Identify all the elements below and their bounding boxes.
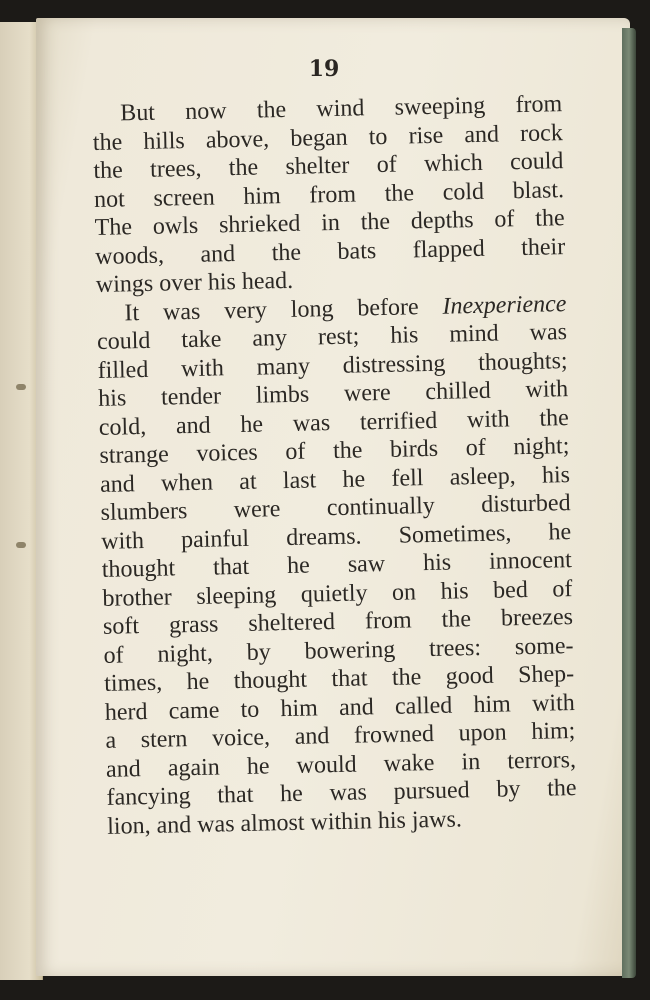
text-line: slumbers were continually disturbed <box>100 490 571 526</box>
text-line: his tender limbs were chilled with <box>97 376 569 412</box>
text-line: the hills above, began to rise and rock <box>92 119 564 156</box>
text-line: herd came to him and called him with <box>104 689 575 726</box>
text-line: thought that he saw his innocent <box>101 547 573 583</box>
text-line: cold, and he was terrified with the <box>98 404 570 441</box>
text-line: soft grass sheltered from the breezes <box>102 604 574 640</box>
text-line: of night, by bowering trees: some- <box>103 632 574 669</box>
text-line: the trees, the shelter of which could <box>93 148 564 184</box>
binding-stitch <box>16 542 26 548</box>
text-line: strange voices of the birds of night; <box>99 433 570 469</box>
text-line: wings over his head. <box>95 267 294 298</box>
text-line: times, he thought that the good Shep- <box>103 661 575 697</box>
text-line: The owls shrieked in the depths of the <box>94 205 565 241</box>
page-number: 19 <box>308 56 340 82</box>
cover-edge <box>622 28 636 978</box>
text-line: and when at last he fell asleep, his <box>99 461 571 498</box>
text-line: filled with many distressing thoughts; <box>97 347 568 384</box>
text-line: with painful dreams. Sometimes, he <box>100 518 572 555</box>
text-line: lion, and was almost within his jaws. <box>106 805 463 840</box>
text-line: could take any rest; his mind was <box>96 319 568 355</box>
binding-stitch <box>16 384 26 390</box>
text-line: fancying that he was pursued by the <box>106 775 577 811</box>
text-line: and again he would wake in terrors, <box>105 746 577 783</box>
text-line: But now the wind sweeping from <box>120 91 563 127</box>
italic-word: Inexperience <box>442 290 567 320</box>
text-fragment: It was very long before <box>124 293 443 326</box>
text-line: not screen him from the cold blast. <box>93 176 565 213</box>
body-text <box>92 90 577 841</box>
text-line: brother sleeping quietly on his bed of <box>102 575 573 612</box>
text-line: a stern voice, and frowned upon him; <box>105 718 576 754</box>
text-line: woods, and the bats flapped their <box>95 233 566 270</box>
